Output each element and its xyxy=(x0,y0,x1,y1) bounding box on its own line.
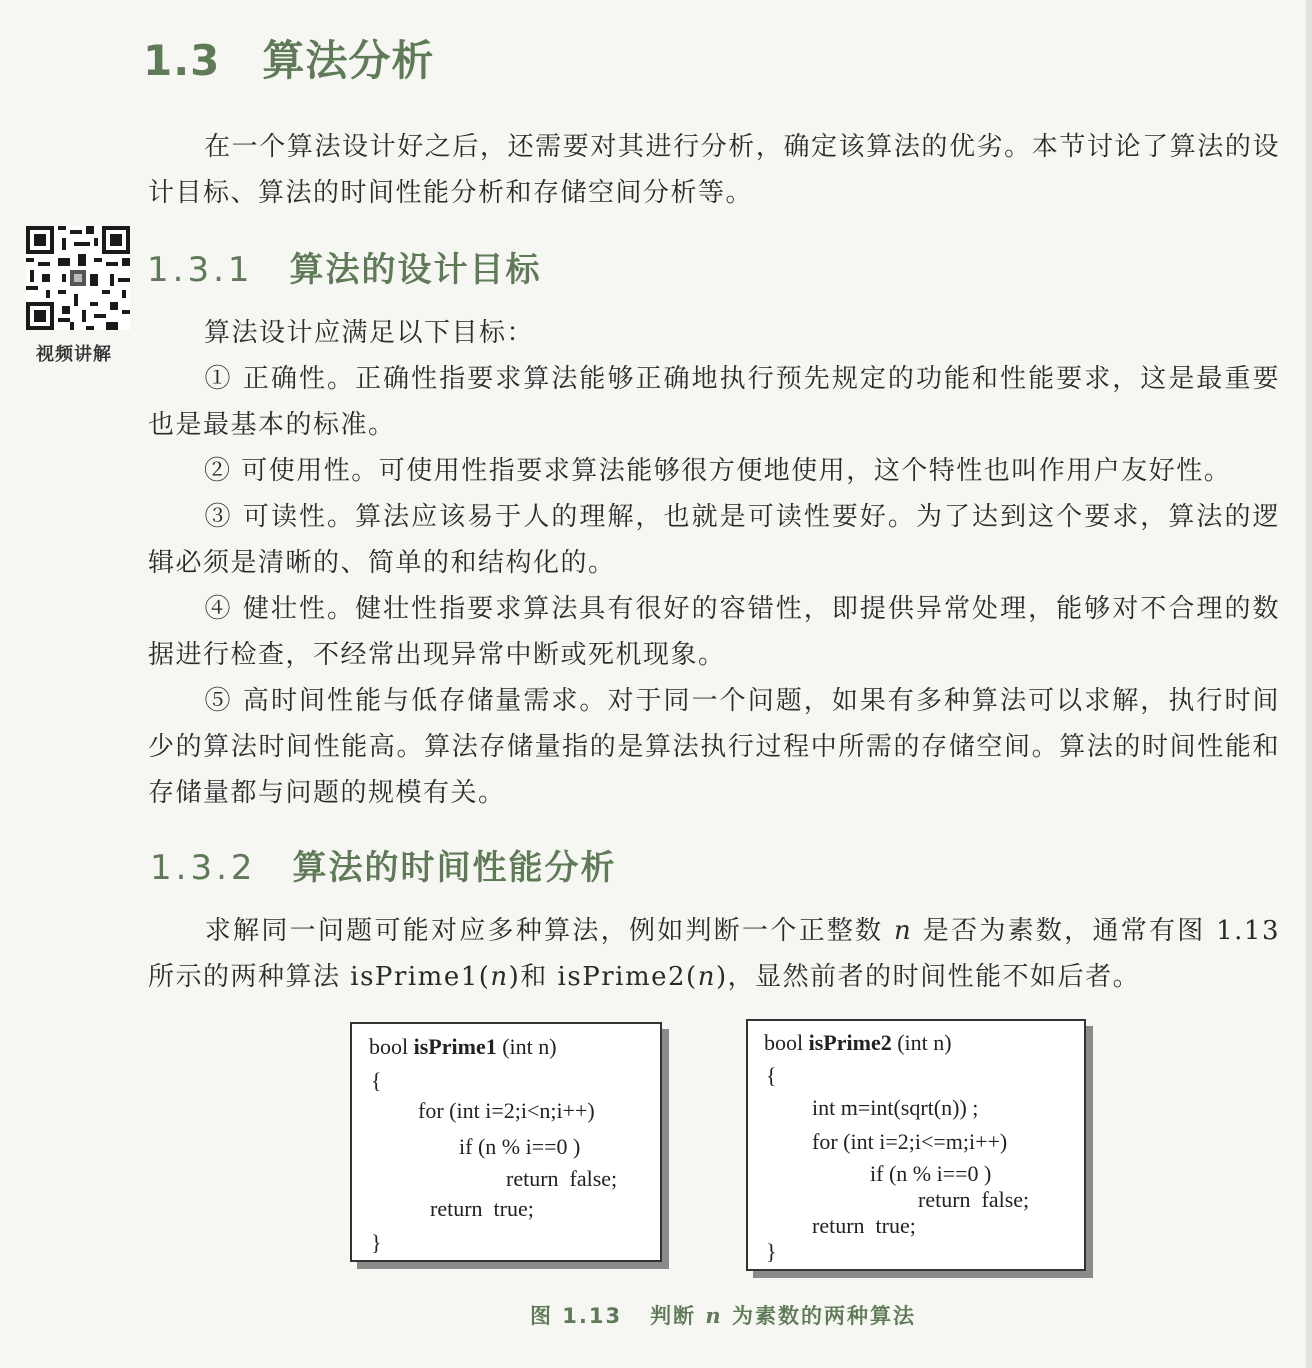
code-line: return false; xyxy=(918,1187,1030,1212)
code-line: { xyxy=(766,1063,777,1088)
code-line: if (n % i==0 ) xyxy=(459,1134,581,1159)
section-title: 算法分析 xyxy=(262,36,435,85)
goal-item-robustness: ④ 健壮性。健壮性指要求算法具有很好的容错性，即提供异常处理，能够对不合理的数据进行检查，不经常出现异常中断或死机现象。 xyxy=(148,594,1280,670)
code-line: if (n % i==0 ) xyxy=(870,1161,992,1186)
subsection-title: 算法的设计目标 xyxy=(289,250,542,290)
time-analysis-paragraph: 求解同一问题可能对应多种算法，例如判断一个正整数 n 是否为素数，通常有图 1.13 所示的两种算法 isPrime1(n)和 isPrime2(n)，显然前者的时间性能不如后者。 xyxy=(148,916,1281,992)
subsection-heading-2 xyxy=(150,840,617,889)
code-box-isprime1 xyxy=(350,1022,662,1262)
figure-label: 图 1.13 xyxy=(530,1304,623,1328)
intro-paragraph: 在一个算法设计好之后，还需要对其进行分析，确定该算法的优劣。本节讨论了算法的设计目标、算法的时间性能分析和存储空间分析等。 xyxy=(148,132,1280,208)
function-signature: bool isPrime2 (int n) xyxy=(764,1030,952,1055)
goal-item-performance: ⑤ 高时间性能与低存储量需求。对于同一个问题，如果有多种算法可以求解，执行时间少的算法时间性能高。算法存储量指的是算法执行过程中所需的存储空间。算法的时间性能和存储量都与问题的规模有关。 xyxy=(148,686,1280,808)
code-line: } xyxy=(766,1239,777,1264)
subsection-number: 1.3.1 xyxy=(147,250,254,290)
code-line: { xyxy=(371,1068,382,1093)
code-line: for (int i=2;i<=m;i++) xyxy=(812,1129,1008,1154)
page-edge xyxy=(1306,0,1312,1368)
code-line: return false; xyxy=(506,1166,618,1191)
subsection-heading-1 xyxy=(147,242,542,291)
function-signature: bool isPrime1 (int n) xyxy=(369,1034,557,1059)
subsection-title: 算法的时间性能分析 xyxy=(292,848,617,888)
figure-caption: 图 1.13 判断 n 为素数的两种算法 xyxy=(530,1303,916,1328)
code-line: return true; xyxy=(812,1213,916,1238)
subsection-number: 1.3.2 xyxy=(150,848,257,888)
code-box-isprime2 xyxy=(746,1019,1086,1271)
section-heading xyxy=(143,28,434,88)
code-line: int m=int(sqrt(n)) ; xyxy=(812,1095,979,1120)
goal-item-correctness: ① 正确性。正确性指要求算法能够正确地执行预先规定的功能和性能要求，这是最重要也是最基本的标准。 xyxy=(148,364,1280,440)
goal-item-usability: ② 可使用性。可使用性指要求算法能够很方便地使用，这个特性也叫作用户友好性。 xyxy=(204,456,1232,486)
goals-lead: 算法设计应满足以下目标： xyxy=(204,318,535,348)
qr-code[interactable] xyxy=(26,226,130,330)
section-number: 1.3 xyxy=(143,36,221,85)
qr-caption: 视频讲解 xyxy=(36,344,112,365)
code-line: } xyxy=(371,1230,382,1255)
code-line: for (int i=2;i<n;i++) xyxy=(418,1098,595,1123)
goal-item-readability: ③ 可读性。算法应该易于人的理解，也就是可读性要好。为了达到这个要求，算法的逻辑必须是清晰的、简单的和结构化的。 xyxy=(148,502,1280,578)
code-line: return true; xyxy=(430,1196,534,1221)
